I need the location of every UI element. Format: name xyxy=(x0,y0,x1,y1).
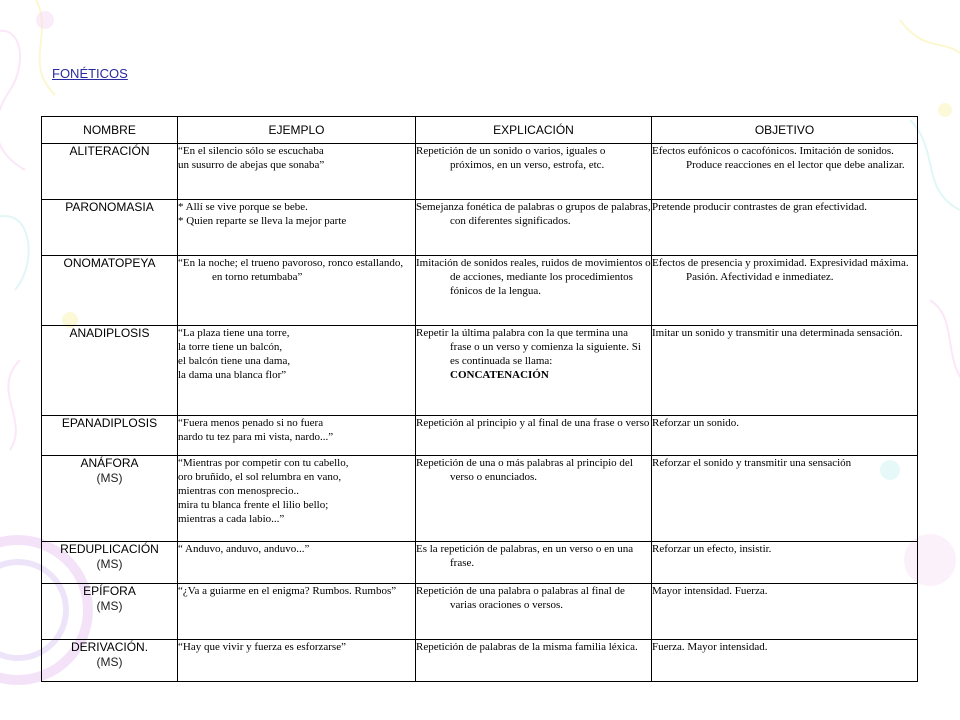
row-ejemplo xyxy=(178,416,416,456)
explicacion-text: Repetición al principio y al final de una frase o verso xyxy=(416,417,650,429)
table-row xyxy=(42,256,918,326)
row-objetivo xyxy=(652,542,918,584)
row-ejemplo xyxy=(178,456,416,542)
row-ejemplo xyxy=(178,326,416,416)
ejemplo-line: oro bruñido, el sol relumbra en vano, xyxy=(178,471,342,483)
row-explicacion xyxy=(416,640,652,682)
objetivo-text: Mayor intensidad. Fuerza. xyxy=(652,585,768,597)
table-row xyxy=(42,416,918,456)
ejemplo-line: mientras a cada labio...” xyxy=(178,513,285,525)
row-name xyxy=(42,200,178,256)
explicacion-text: Repetición de una palabra o palabras al final de varias oraciones o versos. xyxy=(416,585,625,611)
objetivo-text: Reforzar un efecto, insistir. xyxy=(652,543,772,555)
objetivo-text: Efectos eufónicos o cacofónicos. Imitación de sonidos. Produce reacciones en el lector que debe analizar. xyxy=(652,145,905,171)
row-objetivo xyxy=(652,640,918,682)
ejemplo-line: “En el silencio sólo se escuchaba xyxy=(178,145,324,157)
ejemplo-line: nardo tu tez para mi vista, nardo...” xyxy=(178,431,334,443)
row-ejemplo xyxy=(178,640,416,682)
ejemplo-line: mira tu blanca frente el lilio bello; xyxy=(178,499,329,511)
ejemplo-line: “Fuera menos penado si no fuera xyxy=(178,417,324,429)
ejemplo-line: “La plaza tiene una torre, xyxy=(178,327,290,339)
figures-table xyxy=(41,116,918,682)
row-explicacion xyxy=(416,456,652,542)
row-name-sub: (MS) xyxy=(96,557,123,571)
row-name-sub: (MS) xyxy=(96,471,123,485)
row-name xyxy=(42,542,178,584)
row-explicacion xyxy=(416,200,652,256)
ejemplo-line: un susurro de abejas que sonaba” xyxy=(178,159,325,171)
row-name-sub: (MS) xyxy=(96,599,123,613)
row-name-text: EPÍFORA xyxy=(83,584,136,598)
objetivo-text: Reforzar el sonido y transmitir una sensación xyxy=(652,457,852,469)
objetivo-text: Pretende producir contrastes de gran efectividad. xyxy=(652,201,868,213)
ejemplo-line: mientras con menosprecio.. xyxy=(178,485,299,497)
row-name-text: ANADIPLOSIS xyxy=(69,326,150,340)
ejemplo-text: “En la noche; el trueno pavoroso, ronco estallando, en torno retumbaba” xyxy=(178,257,404,283)
objetivo-text: Fuerza. Mayor intensidad. xyxy=(652,641,768,653)
header-nombre: NOMBRE xyxy=(42,117,178,144)
header-ejemplo: EJEMPLO xyxy=(178,117,416,144)
row-name-text: ONOMATOPEYA xyxy=(63,256,156,270)
concatenacion-label: CONCATENACIÓN xyxy=(450,369,549,381)
explicacion-text: Es la repetición de palabras, en un verso o en una frase. xyxy=(416,543,634,569)
row-objetivo xyxy=(652,200,918,256)
objetivo-text: Imitar un sonido y transmitir una determinada sensación. xyxy=(652,327,903,339)
row-name-text: EPANADIPLOSIS xyxy=(61,416,158,430)
objetivo-text: Reforzar un sonido. xyxy=(652,417,740,429)
row-explicacion xyxy=(416,256,652,326)
row-name xyxy=(42,256,178,326)
table-row xyxy=(42,144,918,200)
table-header-row xyxy=(42,117,918,144)
row-name xyxy=(42,416,178,456)
row-objetivo xyxy=(652,144,918,200)
ejemplo-line: el balcón tiene una dama, xyxy=(178,355,291,367)
row-name xyxy=(42,640,178,682)
row-explicacion xyxy=(416,144,652,200)
row-explicacion xyxy=(416,542,652,584)
row-name-text: ANÁFORA xyxy=(80,456,139,470)
row-objetivo xyxy=(652,256,918,326)
row-ejemplo xyxy=(178,584,416,640)
row-name xyxy=(42,584,178,640)
ejemplo-line: la dama una blanca flor” xyxy=(178,369,287,381)
table-row xyxy=(42,640,918,682)
ejemplo-line: la torre tiene un balcón, xyxy=(178,341,283,353)
row-explicacion xyxy=(416,326,652,416)
row-ejemplo xyxy=(178,542,416,584)
ejemplo-line: * Quien reparte se lleva la mejor parte xyxy=(178,215,347,227)
ejemplo-line: “ Anduvo, anduvo, anduvo...” xyxy=(178,543,310,555)
ejemplo-line: “Hay que vivir y fuerza es esforzarse” xyxy=(178,641,346,653)
objetivo-text: Efectos de presencia y proximidad. Expresividad máxima. Pasión. Afectividad e inmediatez. xyxy=(652,257,909,283)
row-name-text: REDUPLICACIÓN xyxy=(60,542,159,556)
row-explicacion xyxy=(416,584,652,640)
row-objetivo xyxy=(652,416,918,456)
table-row xyxy=(42,326,918,416)
ejemplo-line: * Allí se vive porque se bebe. xyxy=(178,201,308,213)
row-name-sub: (MS) xyxy=(96,655,123,669)
explicacion-text: Repetición de una o más palabras al principio del verso o enunciados. xyxy=(416,457,633,483)
row-name xyxy=(42,144,178,200)
explicacion-text: Repetición de un sonido o varios, iguales o próximos, en un verso, estrofa, etc. xyxy=(416,145,606,171)
table-row xyxy=(42,456,918,542)
ejemplo-line: “Mientras por competir con tu cabello, xyxy=(178,457,349,469)
row-ejemplo xyxy=(178,200,416,256)
table-row xyxy=(42,584,918,640)
section-title: FONÉTICOS xyxy=(52,66,128,81)
explicacion-text: Repetir la última palabra con la que termina una frase o un verso y comienza la siguiente. Si es continuada se llama: xyxy=(416,327,641,367)
row-ejemplo xyxy=(178,144,416,200)
table-row xyxy=(42,200,918,256)
row-name-text: PARONOMASIA xyxy=(65,200,154,214)
header-objetivo: OBJETIVO xyxy=(652,117,918,144)
explicacion-text: Semejanza fonética de palabras o grupos de palabras, con diferentes significados. xyxy=(416,201,651,227)
row-name xyxy=(42,456,178,542)
ejemplo-text: “¿Va a guiarme en el enigma? Rumbos. Rumbos” xyxy=(178,585,397,597)
explicacion-text: Repetición de palabras de la misma familia léxica. xyxy=(416,641,638,653)
row-objetivo xyxy=(652,584,918,640)
header-explicacion: EXPLICACIÓN xyxy=(416,117,652,144)
table-row xyxy=(42,542,918,584)
row-ejemplo xyxy=(178,256,416,326)
row-name-text: DERIVACIÓN. xyxy=(70,640,149,654)
row-name xyxy=(42,326,178,416)
row-name-text: ALITERACIÓN xyxy=(69,144,150,158)
row-explicacion xyxy=(416,416,652,456)
explicacion-text: Imitación de sonidos reales, ruidos de movimientos o de acciones, mediante los procedimientos fónicos de la lengua. xyxy=(416,257,651,297)
row-objetivo xyxy=(652,326,918,416)
row-objetivo xyxy=(652,456,918,542)
